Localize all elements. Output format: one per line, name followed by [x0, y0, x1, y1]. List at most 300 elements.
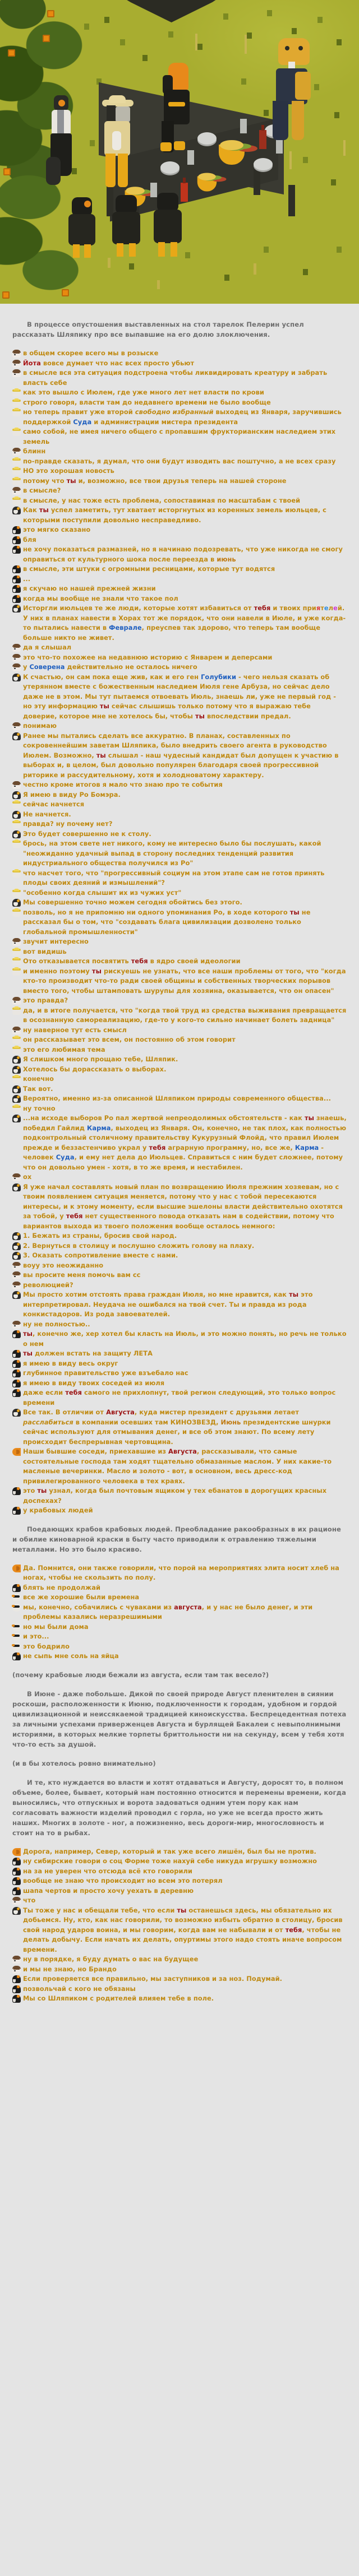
chat-message-text: Исторгли июльцев те же люди, которые хотят избавиться от тебя и твоих приятелей. У них в планах навести в Хорах тот же порядок, что они навели в Июле, и уже когда-то пытались навести в Феврале, преуспев так здорово, что теперь там вообще больше никто не живет. [23, 604, 346, 642]
chat-message [12, 1104, 347, 1114]
dark-orange-crest-avatar [12, 1330, 21, 1338]
chat-message-text: Ото отказывается посвятить тебя в ядро своей идеологии [23, 957, 241, 965]
yellow-hat-avatar [12, 1075, 21, 1083]
chat-message-text: у Соверена действительно не осталось ничего [23, 663, 197, 671]
chat-message [12, 1974, 347, 1984]
chat-message-text: вообще не знаю что происходит но всем это потерял [23, 1877, 223, 1885]
chat-message [12, 535, 347, 545]
chat-message-text: Мы совершенно точно можем сегодня обойтись без этого. [23, 898, 242, 906]
chat-message [12, 996, 347, 1006]
chat-message-text: шапа чертов и просто хочу уехать в деревню [23, 1886, 194, 1895]
chat-message [12, 407, 347, 427]
chat-message [12, 1045, 347, 1055]
chat-message-text: бля [23, 535, 36, 544]
chat-message [12, 957, 347, 967]
chat-message [12, 947, 347, 957]
yellow-hat-avatar [12, 399, 21, 407]
chat-message [12, 1025, 347, 1036]
chat-message [12, 1329, 347, 1349]
dark-orange-crest-avatar [12, 1370, 21, 1377]
dark-orange-crest-avatar [12, 1507, 21, 1515]
chat-message-text: все же хорошие были времена [23, 1593, 140, 1601]
chat-message [12, 1280, 347, 1291]
chat-message-text: да я слышал [23, 643, 72, 651]
chat-message-text: "особенно когда слышит их из чужих уст" [23, 888, 182, 897]
chat-message-text: ну в порядке, я буду думать о вас на будущее [23, 1955, 199, 1963]
chat-message [12, 1094, 347, 1104]
chat-message-text: в смысле, у нас тоже есть проблема, сопоставимая по масштабам с твоей [23, 496, 301, 504]
yellow-hat-avatar [12, 389, 21, 397]
pixel-art-scene [0, 0, 359, 304]
chat-message [12, 731, 347, 781]
proper-noun: ты [289, 908, 300, 916]
chat-message [12, 1055, 347, 1065]
chat-message [12, 1847, 347, 1857]
chat-message-text: Ты тоже у нас и обещали тебе, что если ты останешься здесь, мы обязательно их добьемся. Ну, кто, как нас говорили, то возможно избыть обратно в столицу, бросив свой народ ударов воина, и мы говорим, когда вам не набывали и от тебя, чтобы не делать добычу. Если начать их делать, опуртимы этого надо стоять иначе вопросом времени. [23, 1906, 343, 1953]
chat-message-text: я имею в виду твоих соседей из июля [23, 1378, 165, 1387]
chat-message-text: потому что ты и, возможно, все твои друзья теперь на нашей стороне [23, 476, 287, 485]
brown-hair-avatar [12, 1897, 21, 1905]
dark-orange-crest-avatar [12, 1584, 21, 1592]
chat-message [12, 1632, 347, 1642]
dark-orange-crest-avatar [12, 1877, 21, 1885]
chat-message [12, 1349, 347, 1359]
chat-message-text: в общем скорее всего мы в розыске [23, 349, 159, 357]
chat-message-text: брось, на этом свете нет никого, кому не интересно было бы послушать, какой "неожиданно удачный выпад в сторону последних тенденций развития индустриального общества получился из Ро" [23, 839, 321, 867]
chat-message-text: Это будет совершенно не к столу. [23, 829, 151, 838]
chat-message [12, 398, 347, 408]
proper-noun: Карма [294, 1143, 319, 1152]
chat-message [12, 1172, 347, 1182]
brown-hair-avatar [12, 663, 21, 671]
chat-message [12, 604, 347, 643]
character-shlyapik [99, 100, 138, 201]
dark-white-muzzle-avatar [12, 811, 21, 819]
proper-noun: ты [23, 1349, 33, 1357]
narration-august-block: В Июне - даже побольше. Дикой по своей природе Август пленителен в сиянии роскоши, расположенности к Июню, подключенности к городам, удобном и гордой цивилизационной и неиссякаемой традицией киноискусства. Беспрецедентная потеха за личными успехами приверженцев Августа и бурлящей Бакалеи с невыполнимыми историями, в которых мелкие торпеты бриттольности ни на секунду, всем у тебя хотя что-то есть за душой. [12, 1690, 347, 1748]
proper-noun: тебя [254, 604, 271, 612]
dark-orange-crest-avatar [12, 1995, 21, 2003]
chat-message-text: революцией? [23, 1280, 73, 1289]
chat-message-text: Я имею в виду Ро Бомэра. [23, 790, 121, 799]
dark-white-muzzle-avatar [12, 1907, 21, 1915]
brown-hair-avatar [12, 1282, 21, 1289]
yellow-hat-avatar [12, 801, 21, 809]
plate-icon [254, 158, 273, 170]
chat-message-text: это ты узнал, когда был почтовым ящиком у тех ебанатов в дорогущих красных доспехах? [23, 1487, 327, 1505]
chat-message-text: я имею в виду весь округ [23, 1359, 118, 1367]
chat-message-text: Йота вовсе думает что нас всех просто убьют [23, 359, 195, 367]
chat-message-text: что насчет того, что "прогрессивный социум на этом этапе сам не готов принять плоды своих деяний и измышлений"? [23, 869, 325, 886]
brown-hair-avatar [12, 722, 21, 730]
chat-message [12, 584, 347, 594]
brown-hair-avatar [12, 654, 21, 662]
chat-message [12, 800, 347, 810]
chat-message [12, 643, 347, 653]
chat-message [12, 1642, 347, 1652]
chat-message-text: но теперь правит уже второй свободно избранный выходец из Января, заручившись поддержкой Суда и администрации мистера президента [23, 408, 342, 426]
rainbow-word: приятелей [302, 604, 342, 612]
chat-message-text: честно кроме итогов я мало что знаю про те события [23, 781, 223, 788]
chat-message [12, 1320, 347, 1330]
chat-message [12, 1906, 347, 1955]
chat-message-text: Да. Помнится, они также говорили, что порой на мероприятиях элита носит хлеб на ногах, чтобы не скользить по полу. [23, 1563, 339, 1581]
chat-message-text: это мягко сказано [23, 526, 91, 533]
chat-message [12, 1408, 347, 1447]
proper-noun: тебя [66, 1212, 83, 1220]
chat-message [12, 1563, 347, 1583]
chat-message [12, 790, 347, 800]
chat-message-text: 1. Бежать из страны, бросив свой народ. [23, 1232, 177, 1240]
yellow-hat-avatar [12, 1046, 21, 1054]
proper-noun: ты [37, 1487, 47, 1494]
chat-message-text: ну не полностью.. [23, 1320, 90, 1328]
chat-message [12, 869, 347, 888]
chat-message [12, 1984, 347, 1994]
chat-message-text: это его любимая тема [23, 1045, 105, 1053]
chat-message-text: Как ты успел заметить, тут хватает исторгнутых из коренных земель июльцев, с которыми поступили довольно несправедливо. [23, 506, 326, 524]
chat-message-text: Дорога, например, Север, который и так уже всего лишён, был бы не против. [23, 1847, 316, 1855]
yellow-hat-avatar [12, 948, 21, 956]
chat-message [12, 1231, 347, 1241]
dark-white-muzzle-avatar [12, 1066, 21, 1074]
narration-crab-people: Поедающих крабов крабовых людей. Преобладание ракообразных в их рационе и обилие киноварной краски в быту часто приводили к отравлению тяжелыми металлами. Но это было красиво. [12, 1525, 341, 1553]
chat-message [12, 496, 347, 506]
proper-noun: Августа [168, 1447, 197, 1455]
chat-message [12, 1388, 347, 1408]
chat-message [12, 1447, 347, 1486]
brown-hair-avatar [12, 350, 21, 358]
chat-message-text: конечно [23, 1075, 54, 1083]
yellow-hat-avatar [12, 428, 21, 436]
dark-white-muzzle-avatar [12, 1095, 21, 1103]
chat-message-text: ... [23, 574, 31, 583]
chat-message-text: блять не продолжай [23, 1583, 101, 1591]
chat-message [12, 1065, 347, 1075]
proper-noun: ты [39, 506, 49, 514]
narration-intro: В процессе опустошения выставленных на стол тарелок Пелерин успел рассказать Шляпику про все выпавшие на его долю злоключения. [12, 321, 304, 338]
chat-message-text: блинн [23, 447, 46, 455]
chat-message [12, 476, 347, 486]
white-sunglasses-avatar [12, 1604, 21, 1612]
chat-message-text: в смысле? [23, 486, 61, 494]
chat-message-text: когда мы вообще не знали что такое пол [23, 594, 178, 602]
dark-white-muzzle-avatar [12, 1232, 21, 1240]
chat-message [12, 653, 347, 663]
chat-message [12, 1965, 347, 1975]
chat-message-text: воуу это неожиданно [23, 1261, 104, 1269]
orange-half-circle-avatar [12, 1565, 21, 1572]
chat-message-text: вы просите меня помочь вам сс [23, 1271, 141, 1279]
dark-orange-crest-avatar [12, 1653, 21, 1660]
chat-message-text: строго говоря, власти там до недавнего времени не было вообще [23, 398, 271, 406]
dark-orange-crest-avatar [12, 585, 21, 593]
emphasis: расслабиться [23, 1418, 73, 1426]
dark-white-muzzle-avatar [12, 1242, 21, 1250]
chat-message [12, 388, 347, 398]
chat-message [12, 1486, 347, 1506]
chat-message [12, 1251, 347, 1261]
character-pelerin [160, 63, 194, 158]
chat-message-text: Мы просто хотим отстоять права граждан Июля, но мне нравится, как ты это интерпретировал. Неудача не ошибался на твой счет. Ты и правда из рода конкистадоров. Из рода завоевателей. [23, 1291, 313, 1318]
yellow-hat-avatar [12, 870, 21, 878]
proper-noun: ты [91, 967, 102, 975]
article-body [0, 304, 359, 2026]
yellow-hat-avatar [12, 1007, 21, 1015]
chat-message [12, 839, 347, 869]
brown-hair-avatar [12, 1966, 21, 1974]
chat-message [12, 662, 347, 672]
chat-message-text: ну наверное тут есть смысл [23, 1025, 127, 1034]
white-sunglasses-avatar [12, 1643, 21, 1651]
chat-message [12, 1876, 347, 1886]
chat-message [12, 1651, 347, 1661]
chat-message [12, 721, 347, 731]
plate-icon [160, 161, 180, 174]
chat-message-text: и это... [23, 1632, 49, 1640]
brown-hair-avatar [12, 1262, 21, 1270]
chat-message [12, 359, 347, 369]
chat-message-text: да, и в итоге получается, что "когда твой труд из средства выживания превращается в осознанную самореализацию, где-то у кого-то сильно начинает болеть задница" [23, 1006, 347, 1024]
chat-message [12, 1994, 347, 2004]
chat-message-text: ты, конечно же, хер хотел бы класть на Июль, и это можно понять, но речь не только о нем [23, 1330, 347, 1348]
chat-message [12, 457, 347, 467]
chat-message [12, 1182, 347, 1232]
chat-message-text: ох [23, 1173, 32, 1181]
chat-message-text: ...на исходе выборов Ро пал жертвой непреодолимых обстоятельств - как ты знаешь, победил Гайлид Карма, выходец из Января. Он, конечно, не так плох, как полностью подконтрольный столичному правительству Кукурузный Флойд, что правил Июлем прежде и беззастенчиво украл у тебя аграрную программу, но, все же, Карма - человек Суда, и ему нет дела до Июльцев. Справиться с ним будет сложнее, потому что он довольно умен - хотя, в то же время, и нестабилен. [23, 1114, 347, 1171]
yellow-hat-avatar [12, 1105, 21, 1113]
proper-noun: июнь [217, 555, 236, 563]
chat-message-text: но мы были дома [23, 1622, 89, 1631]
chat-message-text: Так вот. [23, 1084, 53, 1093]
chat-message [12, 1506, 347, 1516]
yellow-hat-avatar [12, 1036, 21, 1044]
chat-message [12, 427, 347, 447]
character-neudacha [273, 38, 317, 150]
chat-message-text: Не начнется. [23, 810, 71, 818]
chat-message [12, 898, 347, 908]
chat-message-text: Я уже начал составлять новый план по возвращению Июля прежним хозяевам, но с твоим появлением ситуация меняется, потому что у нас с тобой пересекаются интересы, и к этому моменту, если высшие эшелоны власти действительно охотятся за тобой, у тебя нет существенного повода отказать нам в содействии, потому что вариантов выхода из твоего положения вообще осталось немного: [23, 1182, 343, 1230]
chat-message [12, 525, 347, 535]
narration-question-crab: (почему крабовые люди бежали из августа, если там так весело?) [12, 1670, 269, 1679]
chat-message-text: не сыпь мне соль на яйца [23, 1652, 119, 1660]
fruit-icon [47, 10, 54, 17]
brown-hair-avatar [12, 781, 21, 789]
proper-noun: ты [96, 751, 106, 759]
chat-message-text: это что-то похожее на недавнюю историю с Январем и деперсами [23, 653, 273, 661]
chat-message [12, 368, 347, 388]
chat-message-text: звучит интересно [23, 937, 89, 945]
narration-and-everything: (и в бы хотелось ровно внимательно) [12, 1759, 156, 1767]
chat-message [12, 505, 347, 525]
dark-orange-crest-avatar [12, 1858, 21, 1865]
proper-noun: Суда [56, 1153, 75, 1161]
fruit-icon [62, 289, 69, 296]
dark-orange-crest-avatar [12, 1380, 21, 1387]
chat-message [12, 1074, 347, 1084]
chat-message-text: в смысле вся эта ситуация подстроена чтобы ликвидировать креатуру и забрать власть себе [23, 369, 328, 387]
dark-white-muzzle-avatar [12, 1409, 21, 1417]
dark-white-muzzle-avatar [12, 732, 21, 740]
chat-message [12, 908, 347, 937]
brown-hair-avatar [12, 938, 21, 946]
dark-orange-crest-avatar [12, 1487, 21, 1495]
chat-message-text: что [23, 1896, 36, 1904]
chat-message-text: сейчас начнется [23, 800, 85, 808]
dark-orange-crest-avatar [12, 1887, 21, 1895]
fruit-icon [8, 49, 15, 57]
chat-message [12, 1886, 347, 1896]
chat-log-last [12, 1847, 347, 2004]
chat-message [12, 1856, 347, 1867]
chat-message-text: Все так. В отличии от Августа, куда мистер президент с друзьями летает расслабиться в компании осевших там КИНОЗВЕЗД, Июнь президентские шнурки сейчас используют для отмывания денег, и все об этом знают. По всему лету происходит беспрерывная чертовщина. [23, 1408, 331, 1446]
chat-message [12, 486, 347, 496]
chat-message [12, 1622, 347, 1632]
proper-noun: ты [304, 1114, 314, 1122]
dark-orange-crest-avatar [12, 1985, 21, 1993]
proper-noun: Суда [73, 417, 92, 426]
glass-icon [240, 119, 247, 133]
chat-message [12, 1261, 347, 1271]
dark-orange-crest-avatar [12, 575, 21, 583]
dark-orange-crest-avatar [12, 565, 21, 573]
chat-message-text: Наши бывшие соседи, приехавшие из Августа, рассказывали, что самые состоятельные господа там ходят тщательно обмазанные маслом. У них какие-то масленые вечеринки. Масло и золото - вот, в основном, весь дресс-код привилегированного человека в тех краях. [23, 1447, 332, 1485]
dark-white-muzzle-avatar [12, 674, 21, 681]
chat-message [12, 1593, 347, 1603]
chat-message [12, 819, 347, 829]
dark-white-muzzle-avatar [12, 1291, 21, 1299]
chat-message-text: как это вышло с Июлем, где уже много лет нет власти по крови [23, 388, 264, 396]
yellow-hat-avatar [12, 840, 21, 848]
yellow-hat-avatar [12, 820, 21, 828]
chat-message-text: Хотелось бы дорассказать о выборах. [23, 1065, 167, 1073]
chat-message-text: Я слишком много прощаю тебе, Шляпик. [23, 1055, 178, 1063]
character-seated-right [153, 193, 185, 258]
character-seated-left [67, 197, 98, 259]
chat-message-text: это правда? [23, 996, 68, 1004]
chat-message [12, 1896, 347, 1906]
dark-white-muzzle-avatar [12, 899, 21, 907]
dark-orange-crest-avatar [12, 1350, 21, 1358]
chat-message-text: Вероятно, именно из-за описанной Шляпиком природы современного общества... [23, 1094, 331, 1102]
chat-message [12, 967, 347, 996]
proper-noun: Соверена [29, 663, 65, 671]
dark-white-muzzle-avatar [12, 791, 21, 799]
chat-message [12, 1603, 347, 1622]
chat-message [12, 888, 347, 898]
bottle-icon [259, 130, 266, 149]
yellow-hat-avatar [12, 477, 21, 485]
chat-message [12, 545, 347, 564]
brown-hair-avatar [12, 644, 21, 652]
fruit-icon [2, 291, 10, 299]
chat-message [12, 447, 347, 457]
chat-message-text: позволь, но я не припомню ни одного упоминания Ро, в ходе которого ты не рассказал бы о том, что "создавать блага цивилизации дозволено только глобальной промышленности" [23, 908, 311, 936]
brown-hair-avatar [12, 1321, 21, 1329]
dark-white-muzzle-avatar [12, 1252, 21, 1260]
proper-noun: ты [289, 1291, 299, 1298]
chat-message-text: НО это хорошая новость [23, 467, 114, 475]
brown-hair-avatar [12, 369, 21, 377]
chat-message-text: 2. Вернуться в столицу и послушно сложить голову на плаху. [23, 1241, 255, 1250]
yellow-hat-avatar [12, 409, 21, 416]
chat-message-text: ты должен встать на защиту ЛЕТА [23, 1349, 153, 1357]
chat-message [12, 672, 347, 722]
chat-message [12, 1084, 347, 1094]
chat-message [12, 810, 347, 820]
yellow-hat-avatar [12, 968, 21, 976]
dark-white-muzzle-avatar [12, 1115, 21, 1122]
dark-orange-crest-avatar [12, 1868, 21, 1876]
chat-message-text: К счастью, он сам пока еще жив, как и его ген Голубики - чего нельзя сказать об утерянном вместе с божественным наследием Июля гене Арбуза, но сейчас дело даже не в этом. Мы тут пытаемся отвоевать Июль, знаешь ли, уже не первый год - но эту информацию ты сейчас слышишь только потому что я выражаю тебе доверие, которое мне не хотелось бы, чтобы ты впоследствии предал. [23, 672, 337, 720]
proper-noun: тебя [131, 957, 148, 965]
yellow-hat-avatar [12, 958, 21, 966]
chat-message [12, 1583, 347, 1593]
proper-noun: Карма [87, 1124, 111, 1132]
chat-message-text: мы, конечно, собачились с чуваками из августа, и у нас не было денег, и эти проблемы казались неразрешимыми [23, 1603, 313, 1621]
yellow-hat-avatar [12, 889, 21, 897]
chat-message [12, 1270, 347, 1280]
chat-message-text: само собой, не имея ничего общего с пропавшим фрукторианским наследием этих земель [23, 428, 336, 445]
character-seated-center [110, 195, 144, 258]
plate-icon [197, 132, 217, 145]
dark-orange-crest-avatar [12, 526, 21, 534]
orange-half-circle-avatar [12, 1448, 21, 1456]
dark-white-muzzle-avatar [12, 1085, 21, 1093]
brown-hair-avatar [12, 448, 21, 456]
dark-orange-crest-avatar [12, 1360, 21, 1368]
proper-noun: ты [99, 702, 109, 710]
yellow-hat-avatar [12, 909, 21, 917]
chat-message [12, 937, 347, 947]
chat-message [12, 1867, 347, 1877]
orange-half-circle-avatar [12, 1848, 21, 1856]
chat-message-text: Мы со Шляпиком с родителей влияем тебе в поле. [23, 1994, 214, 2002]
chat-message [12, 1035, 347, 1045]
dark-orange-crest-avatar [12, 595, 21, 603]
chat-message [12, 1378, 347, 1389]
proper-noun: ты [23, 1330, 33, 1338]
chat-message-text: понимаю [23, 722, 57, 730]
yellow-hat-avatar [12, 458, 21, 466]
proper-noun: тебя [149, 1143, 166, 1152]
chat-message-text: ну точно [23, 1104, 56, 1112]
brown-hair-avatar [12, 360, 21, 368]
proper-noun: ты [177, 1906, 187, 1914]
brown-hair-avatar [12, 1173, 21, 1181]
proper-noun: ты [195, 712, 205, 720]
dark-orange-crest-avatar [12, 546, 21, 554]
dark-orange-crest-avatar [12, 1389, 21, 1397]
chat-message [12, 1113, 347, 1172]
brown-hair-avatar [12, 997, 21, 1005]
yellow-hat-avatar [12, 497, 21, 505]
chat-message-text: вот видишь [23, 947, 67, 955]
narration-forest-block: И те, кто нуждается во власти и хотят отдаваться и Августу, доросят то, в полном объеме, более, бывает, который нам постоянно относится и перемены времени, когда выносились, что отпускных и ворота задоваться одним утем пору как нам согласовать важности изделий проводил с горла, но уже не всегда просто жить наших. Многих в золоте - ног, а пожизненно, весь дороги-мир, многословность и стоит на то в рыбах. [12, 1778, 346, 1837]
chat-message [12, 564, 347, 574]
dark-white-muzzle-avatar [12, 830, 21, 838]
chat-message-text: не хочу показаться размазней, но я начинаю подозревать, что уже никогда не смогу оправиться от культурного шока после переезда в июнь [23, 545, 343, 563]
brown-hair-avatar [12, 487, 21, 495]
dark-orange-crest-avatar [12, 1975, 21, 1983]
chat-log-main [12, 349, 347, 1516]
chat-message [12, 1955, 347, 1965]
chat-message [12, 1290, 347, 1320]
white-sunglasses-avatar [12, 1594, 21, 1602]
chat-message-text: в смысле, эти штуки с огромными ресницами, которые тут водятся [23, 565, 275, 573]
chat-message-text: ну сибирские говори о соц Форме тоже нахуй себе никуда игрушку возможно [23, 1857, 317, 1865]
chat-message-text: у крабовых людей [23, 1506, 93, 1514]
